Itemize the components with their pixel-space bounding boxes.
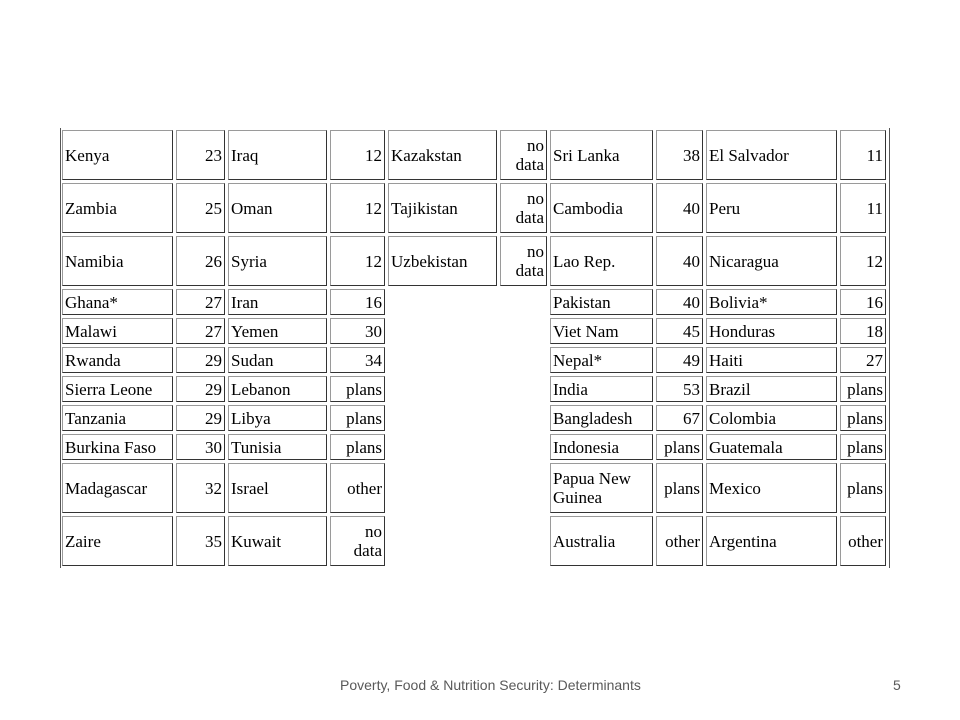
value-cell <box>656 130 703 180</box>
value-cell <box>176 183 225 233</box>
cell-text: Haiti <box>709 350 743 370</box>
value-cell <box>656 347 703 373</box>
cell-text: Malawi <box>65 321 117 341</box>
country-cell <box>62 183 173 233</box>
cell-text: Lao Rep. <box>553 251 616 271</box>
cell-text: 25 <box>205 198 222 218</box>
country-cell <box>706 289 837 315</box>
country-cell <box>550 434 653 460</box>
country-cell <box>706 183 837 233</box>
country-cell <box>550 347 653 373</box>
cell-text: plans <box>664 478 700 498</box>
cell-text: 12 <box>365 145 382 165</box>
value-cell <box>176 405 225 431</box>
footer-title: Poverty, Food & Nutrition Security: Determinants <box>340 677 641 693</box>
cell-text: 16 <box>365 292 382 312</box>
cell-text: Tajikistan <box>391 198 458 218</box>
value-cell <box>840 289 886 315</box>
value-cell <box>840 434 886 460</box>
value-cell <box>330 318 385 344</box>
cell-text: Kuwait <box>231 531 282 551</box>
cell-text: Burkina Faso <box>65 437 157 457</box>
cell-text: other <box>665 531 700 551</box>
cell-text: Indonesia <box>553 437 620 457</box>
cell-text: 40 <box>683 292 700 312</box>
cell-text: no data <box>515 242 544 280</box>
value-cell <box>330 347 385 373</box>
value-cell <box>840 376 886 402</box>
value-cell <box>330 236 385 286</box>
cell-text: Pakistan <box>553 292 611 312</box>
value-cell <box>176 434 225 460</box>
cell-text: Libya <box>231 408 271 428</box>
cell-text: Nepal* <box>553 350 603 370</box>
country-cell <box>706 236 837 286</box>
country-cell <box>550 318 653 344</box>
cell-text: Sierra Leone <box>65 379 153 399</box>
country-cell <box>62 318 173 344</box>
country-cell <box>388 236 497 286</box>
cell-text: 53 <box>683 379 700 399</box>
value-cell <box>656 434 703 460</box>
cell-text: 12 <box>866 251 883 271</box>
country-cell <box>62 405 173 431</box>
value-cell <box>656 236 703 286</box>
value-cell <box>656 183 703 233</box>
country-cell <box>228 347 327 373</box>
cell-text: Tunisia <box>231 437 282 457</box>
country-cell <box>706 405 837 431</box>
value-cell <box>840 318 886 344</box>
value-cell <box>330 463 385 513</box>
cell-text: 32 <box>205 478 222 498</box>
cell-text: 30 <box>365 321 382 341</box>
country-cell <box>62 434 173 460</box>
cell-text: 11 <box>866 145 883 165</box>
value-cell <box>330 434 385 460</box>
value-cell <box>176 130 225 180</box>
cell-text: 40 <box>683 198 700 218</box>
table-right-edge <box>889 128 890 568</box>
cell-text: 29 <box>205 350 222 370</box>
country-cell <box>62 289 173 315</box>
cell-text: Israel <box>231 478 269 498</box>
cell-text: plans <box>847 408 883 428</box>
cell-text: Uzbekistan <box>391 251 468 271</box>
country-cell <box>550 463 653 513</box>
value-cell <box>840 183 886 233</box>
country-cell <box>228 434 327 460</box>
country-cell <box>706 463 837 513</box>
value-cell <box>656 516 703 566</box>
cell-text: 12 <box>365 198 382 218</box>
value-cell <box>840 130 886 180</box>
cell-text: Mexico <box>709 478 761 498</box>
country-cell <box>62 347 173 373</box>
country-cell <box>550 236 653 286</box>
cell-text: Oman <box>231 198 273 218</box>
country-cell <box>388 130 497 180</box>
country-cell <box>706 516 837 566</box>
cell-text: 27 <box>866 350 883 370</box>
cell-text: Rwanda <box>65 350 121 370</box>
value-cell <box>330 289 385 315</box>
cell-text: Cambodia <box>553 198 623 218</box>
value-cell <box>656 463 703 513</box>
country-cell <box>550 289 653 315</box>
value-cell <box>656 376 703 402</box>
country-cell <box>62 236 173 286</box>
value-cell <box>330 183 385 233</box>
country-cell <box>228 376 327 402</box>
cell-text: El Salvador <box>709 145 789 165</box>
country-cell <box>228 183 327 233</box>
country-cell <box>706 318 837 344</box>
cell-text: Tanzania <box>65 408 127 428</box>
country-cell <box>706 376 837 402</box>
cell-text: Kenya <box>65 145 110 165</box>
cell-text: 18 <box>866 321 883 341</box>
cell-text: other <box>848 531 883 551</box>
cell-text: plans <box>346 437 382 457</box>
cell-text: Ghana* <box>65 292 118 312</box>
cell-text: 27 <box>205 321 222 341</box>
cell-text: Zaire <box>65 531 101 551</box>
cell-text: no data <box>353 522 382 560</box>
cell-text: Bolivia* <box>709 292 768 312</box>
country-cell <box>550 183 653 233</box>
cell-text: Guatemala <box>709 437 783 457</box>
cell-text: 16 <box>866 292 883 312</box>
cell-text: no data <box>515 136 544 174</box>
cell-text: Zambia <box>65 198 117 218</box>
cell-text: Argentina <box>709 531 777 551</box>
country-cell <box>62 376 173 402</box>
page-number: 5 <box>893 677 901 693</box>
cell-text: plans <box>664 437 700 457</box>
country-cell <box>706 130 837 180</box>
cell-text: Iraq <box>231 145 259 165</box>
cell-text: plans <box>346 379 382 399</box>
cell-text: Australia <box>553 531 616 551</box>
cell-text: Sri Lanka <box>553 145 620 165</box>
value-cell <box>840 405 886 431</box>
cell-text: Lebanon <box>231 379 291 399</box>
cell-text: 26 <box>205 251 222 271</box>
country-cell <box>62 516 173 566</box>
country-cell <box>706 434 837 460</box>
country-cell <box>228 236 327 286</box>
cell-text: Syria <box>231 251 267 271</box>
cell-text: Papua New Guinea <box>553 469 631 507</box>
value-cell <box>176 236 225 286</box>
cell-text: 23 <box>205 145 222 165</box>
country-cell <box>228 516 327 566</box>
cell-text: 67 <box>683 408 700 428</box>
value-cell <box>330 405 385 431</box>
cell-text: other <box>347 478 382 498</box>
value-cell <box>840 516 886 566</box>
value-cell <box>330 376 385 402</box>
cell-text: Colombia <box>709 408 777 428</box>
value-cell <box>840 463 886 513</box>
cell-text: 49 <box>683 350 700 370</box>
value-cell <box>840 236 886 286</box>
value-cell <box>330 130 385 180</box>
country-cell <box>388 183 497 233</box>
cell-text: plans <box>847 437 883 457</box>
cell-text: Namibia <box>65 251 124 271</box>
cell-text: Viet Nam <box>553 321 619 341</box>
country-cell <box>228 463 327 513</box>
value-cell <box>840 347 886 373</box>
cell-text: 29 <box>205 379 222 399</box>
cell-text: Bangladesh <box>553 408 633 428</box>
cell-text: Yemen <box>231 321 279 341</box>
cell-text: 30 <box>205 437 222 457</box>
value-cell <box>176 289 225 315</box>
country-cell <box>62 130 173 180</box>
cell-text: Iran <box>231 292 259 312</box>
country-cell <box>228 318 327 344</box>
cell-text: 35 <box>205 531 222 551</box>
slide-footer <box>0 677 960 697</box>
value-cell <box>500 236 547 286</box>
country-cell <box>62 463 173 513</box>
cell-text: plans <box>346 408 382 428</box>
cell-text: Brazil <box>709 379 751 399</box>
cell-text: 11 <box>866 198 883 218</box>
cell-text: Madagascar <box>65 478 148 498</box>
country-cell <box>550 405 653 431</box>
value-cell <box>176 376 225 402</box>
cell-text: Sudan <box>231 350 274 370</box>
value-cell <box>330 516 385 566</box>
cell-text: plans <box>847 478 883 498</box>
cell-text: 29 <box>205 408 222 428</box>
cell-text: 45 <box>683 321 700 341</box>
cell-text: Peru <box>709 198 741 218</box>
value-cell <box>500 130 547 180</box>
country-cell <box>228 130 327 180</box>
value-cell <box>176 516 225 566</box>
cell-text: 12 <box>365 251 382 271</box>
country-cell <box>228 289 327 315</box>
value-cell <box>656 289 703 315</box>
cell-text: Kazakstan <box>391 145 462 165</box>
cell-text: no data <box>515 189 544 227</box>
country-cell <box>706 347 837 373</box>
cell-text: 38 <box>683 145 700 165</box>
cell-text: plans <box>847 379 883 399</box>
cell-text: India <box>553 379 588 399</box>
cell-text: 34 <box>365 350 382 370</box>
value-cell <box>176 347 225 373</box>
country-cell <box>550 130 653 180</box>
country-cell <box>550 516 653 566</box>
cell-text: Honduras <box>709 321 776 341</box>
cell-text: 40 <box>683 251 700 271</box>
country-cell <box>550 376 653 402</box>
value-cell <box>500 183 547 233</box>
country-cell <box>228 405 327 431</box>
cell-text: Nicaragua <box>709 251 779 271</box>
value-cell <box>656 405 703 431</box>
value-cell <box>656 318 703 344</box>
table-left-edge <box>60 128 61 568</box>
value-cell <box>176 318 225 344</box>
value-cell <box>176 463 225 513</box>
cell-text: 27 <box>205 292 222 312</box>
